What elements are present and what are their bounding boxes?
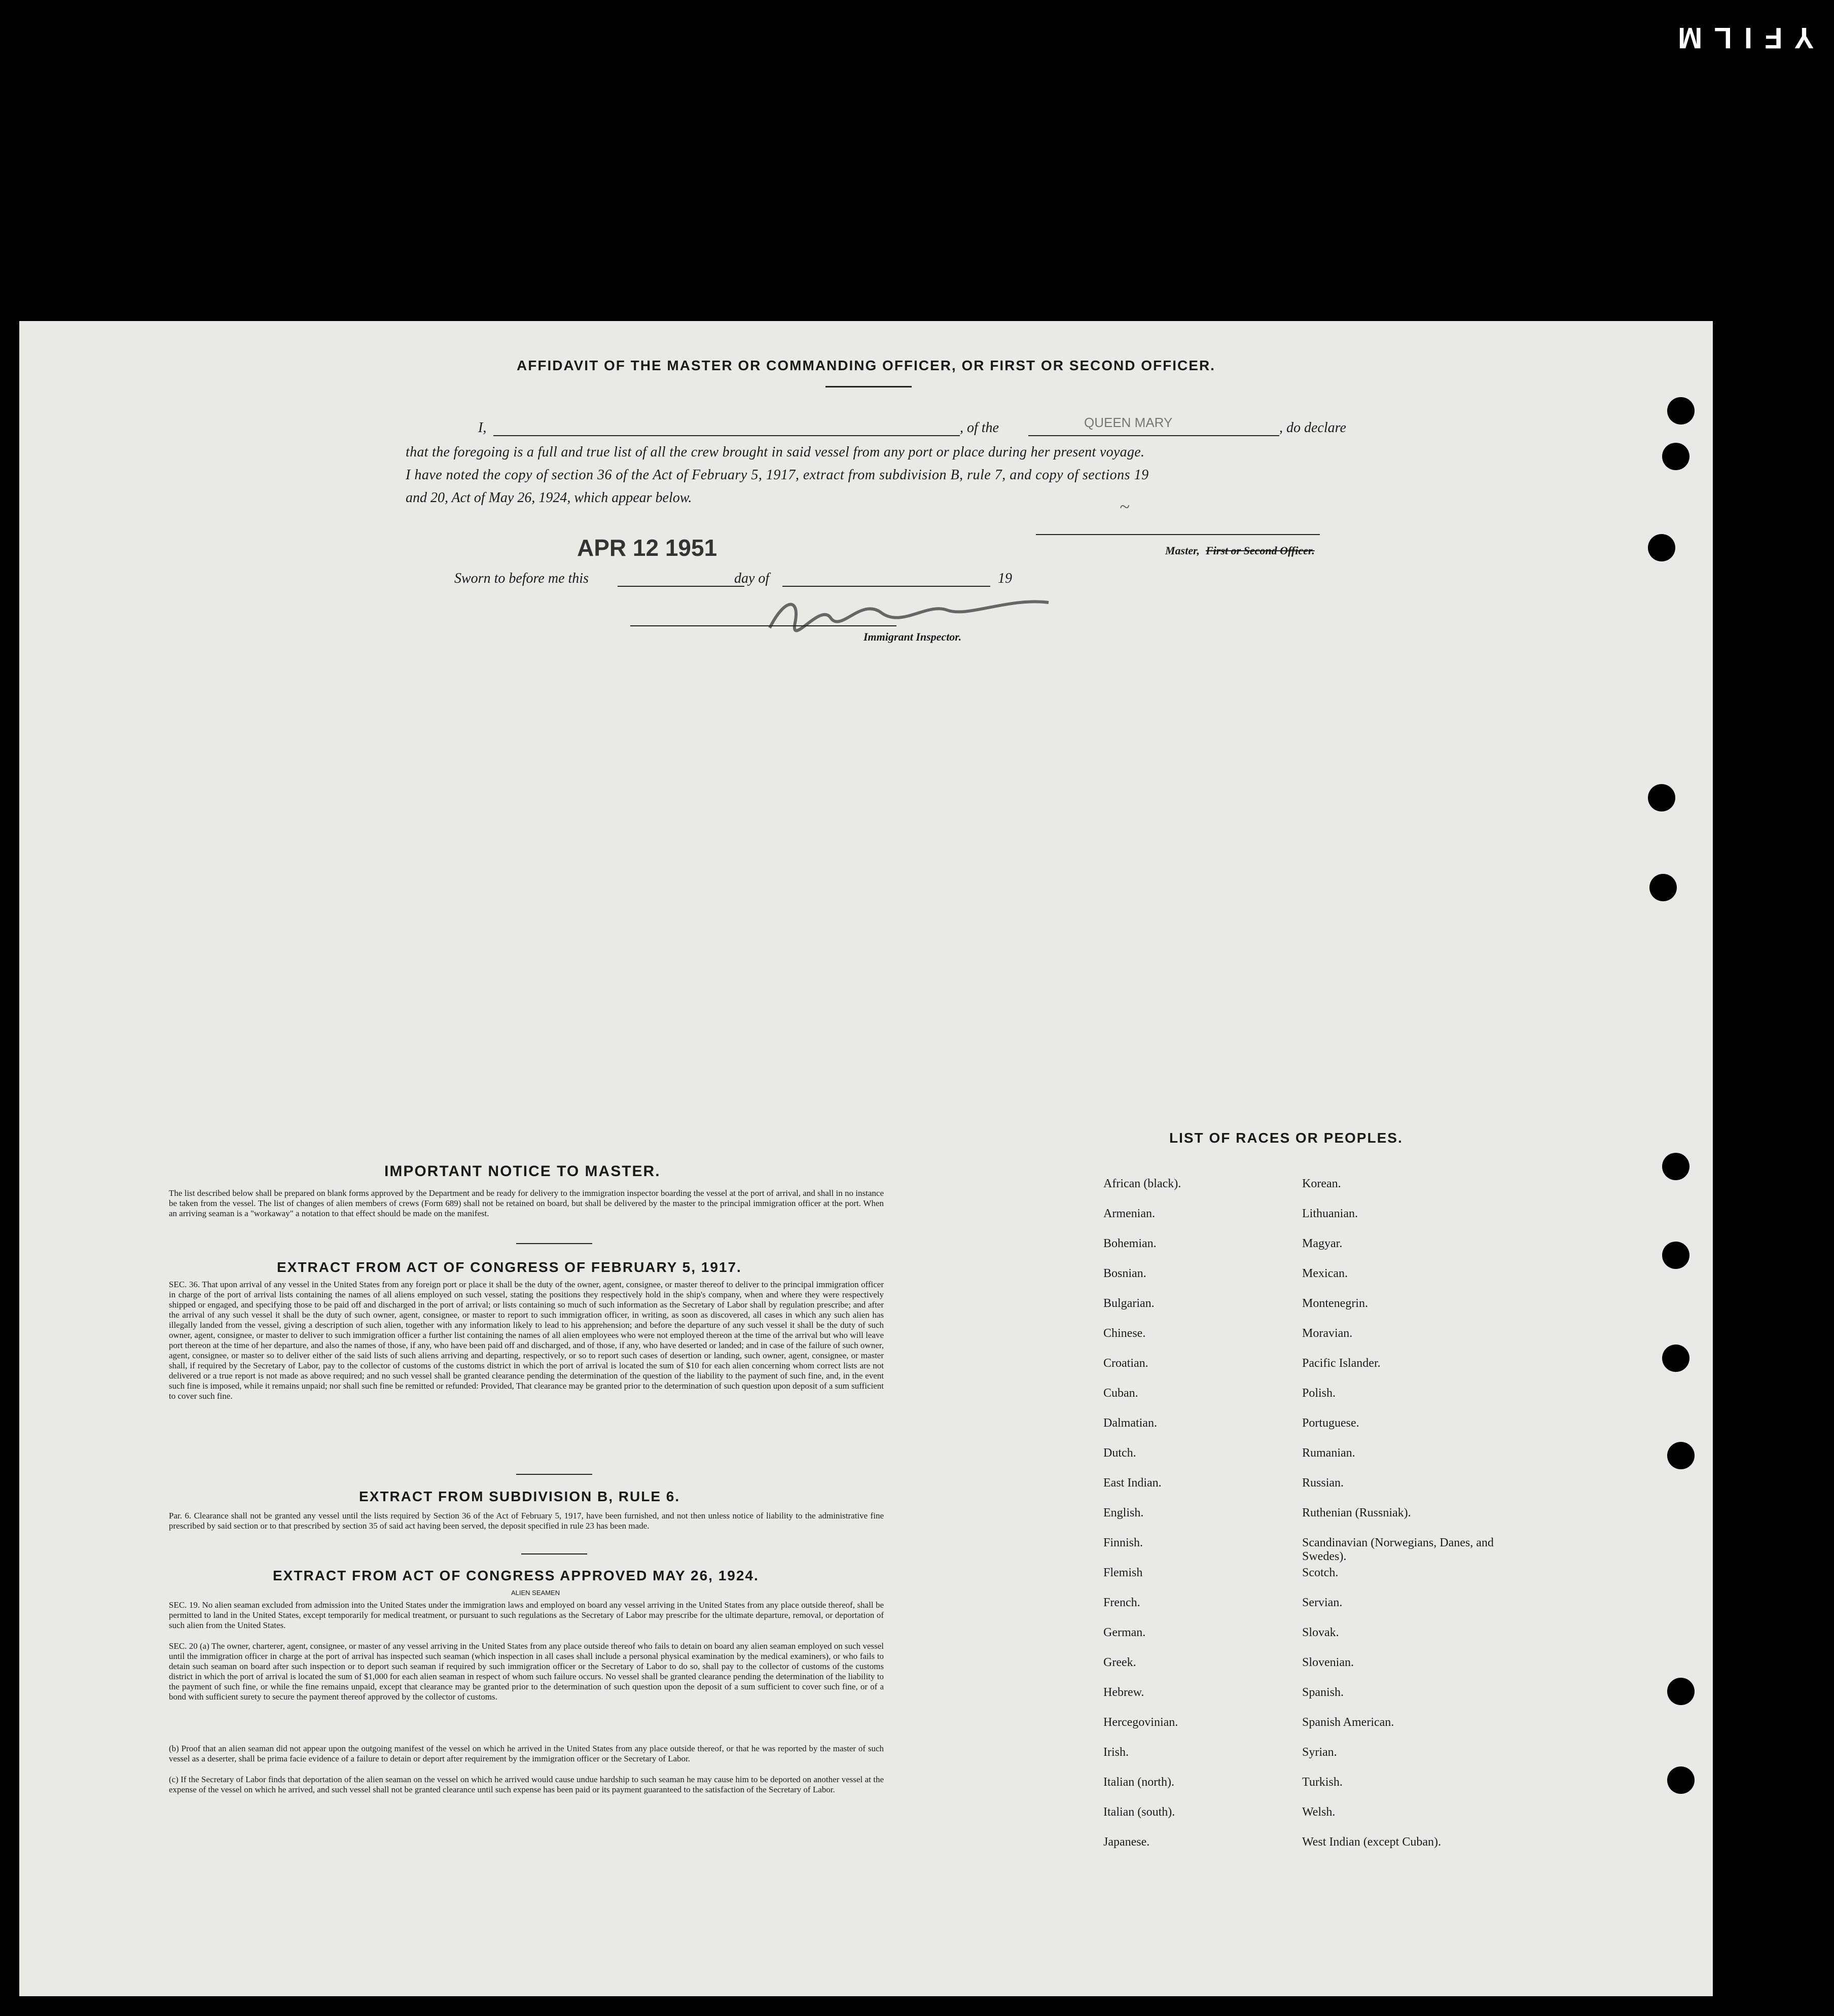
race-item: Portuguese. xyxy=(1302,1417,1359,1430)
sworn-label: Sworn to before me this xyxy=(454,571,589,586)
punch-hole xyxy=(1648,534,1675,561)
race-item: Slovenian. xyxy=(1302,1656,1354,1669)
race-item: Italian (south). xyxy=(1103,1806,1175,1819)
document-page xyxy=(19,321,1713,1996)
rule6-body: Par. 6. Clearance shall not be granted any vessel until the lists required by Section 36 of the Act of February 5, 1917, have been furnished, and not then unless notice of liability to the administrative fine prescribed by said section or to that prescribed by section 35 of said act having been served, the deposit specified in rule 23 has been made. xyxy=(169,1511,884,1531)
day-of-label: day of xyxy=(734,571,770,586)
date-stamp: APR 12 1951 xyxy=(577,535,717,561)
rule6-title: EXTRACT FROM SUBDIVISION B, RULE 6. xyxy=(359,1489,680,1504)
extract-1924-sec20b: (b) Proof that an alien seaman did not appear upon the outgoing manifest of the vessel on which he arrived in the United States from any place outside thereof, or that he was reported by the master of such vessel as a deserter, shall be prima facie evidence of a failure to detain or deport after requirement by the immigration officer or the Secretary of Labor. xyxy=(169,1744,884,1763)
punch-hole xyxy=(1662,1153,1689,1180)
race-item: Spanish American. xyxy=(1302,1716,1394,1729)
extract-1924-sec20c: (c) If the Secretary of Labor finds that deportation of the alien seaman on the vessel on which he arrived would cause undue hardship to such seaman he may cause him to be deported on another vessel at the expense of the vessel on which he arrived, and such vessel shall not be granted clearance until such expense has been paid or its payment guaranteed to the satisfaction of the Secretary of Labor. xyxy=(169,1775,884,1794)
race-item: Lithuanian. xyxy=(1302,1207,1358,1220)
races-column-1 xyxy=(1103,1177,1286,1865)
punch-hole xyxy=(1648,784,1675,811)
vessel-name: QUEEN MARY xyxy=(1084,415,1173,430)
film-header: Y F I L M xyxy=(1675,21,1814,55)
race-item: Korean. xyxy=(1302,1177,1341,1190)
race-item: Finnish. xyxy=(1103,1536,1143,1549)
extract-1917-body: SEC. 36. That upon arrival of any vessel in the United States from any foreign port or place it shall be the duty of the owner, agent, consignee, or master thereof to deliver to the principal immigration officer in charge of the port of arrival lists containing the names of all aliens employed on such vessel, stating the positions they respectively hold in the ship's company, when and where they were respectively shipped or engaged, and specifying those to be paid off and discharged in the port of arrival; or lists containing so much of such information as the Secretary of Labor shall by regulation prescribe; and after the arrival of any such vessel it shall be the duty of such owner, agent, consignee, or master to report to such immigration officer, in writing, as soon as discovered, all cases in which any such alien has illegally landed from the vessel, giving a description of such alien, together with any information likely to lead to his apprehension; and before the departure of any such vessel it shall be the duty of such owner, agent, consignee, or master to deliver to such immigration officer a further list containing the names of all alien employees who were not employed thereon at the time of the arrival but who will leave port thereon at the time of her departure, and also the names of those, if any, who have been paid off and discharged, and of those, if any, who have deserted or landed; and in case of the failure of such owner, agent, consignee, or master so to deliver either of the said lists of such aliens arriving and departing, respectively, or so to report such cases of desertion or landing, such owner, agent, consignee, or master shall, if required by the Secretary of Labor, pay to the collector of customs of the customs district in which the port of arrival is located the sum of $10 for each alien concerning whom correct lists are not delivered or a true report is not made as above required; and no such vessel shall be granted clearance pending the determination of the question of the liability to the payment of such fine, and, in the event such fine is imposed, while it remains unpaid; nor shall such fine be remitted or refunded: Provided, That clearance may be granted prior to the determination of such question upon deposit of a sum sufficient to cover such fine. xyxy=(169,1280,884,1401)
extract-1924-title: EXTRACT FROM ACT OF CONGRESS APPROVED MAY 26, 1924. xyxy=(273,1568,759,1583)
race-item: East Indian. xyxy=(1103,1476,1162,1490)
master-name-handwriting xyxy=(618,412,622,430)
race-item: Syrian. xyxy=(1302,1746,1337,1759)
punch-hole xyxy=(1667,397,1695,425)
races-title: LIST OF RACES OR PEOPLES. xyxy=(1169,1130,1403,1146)
punch-hole xyxy=(1662,1345,1689,1372)
punch-hole xyxy=(1667,1766,1695,1794)
punch-hole xyxy=(1649,874,1677,901)
race-item: Bulgarian. xyxy=(1103,1297,1155,1310)
inspector-label: Immigrant Inspector. xyxy=(864,630,962,643)
race-item: Scotch. xyxy=(1302,1566,1339,1579)
race-item: Montenegrin. xyxy=(1302,1297,1368,1310)
race-item: Hercegovinian. xyxy=(1103,1716,1178,1729)
race-item: Ruthenian (Russniak). xyxy=(1302,1506,1411,1519)
race-item: Hebrew. xyxy=(1103,1686,1144,1699)
declaration-line-2: that the foregoing is a full and true list of all the crew brought in said vessel from any port or place during her present voyage. xyxy=(406,444,1145,460)
race-item: Turkish. xyxy=(1302,1776,1343,1789)
race-item: Welsh. xyxy=(1302,1806,1336,1819)
race-item: Irish. xyxy=(1103,1746,1129,1759)
race-item: Armenian. xyxy=(1103,1207,1155,1220)
declaration-line-4: and 20, Act of May 26, 1924, which appear below. xyxy=(406,490,692,506)
year-prefix: 19 xyxy=(998,571,1012,586)
punch-hole xyxy=(1667,1442,1695,1469)
race-item: Flemish xyxy=(1103,1566,1143,1579)
race-item: Bohemian. xyxy=(1103,1237,1157,1250)
race-item: German. xyxy=(1103,1626,1146,1639)
race-item: Dalmatian. xyxy=(1103,1417,1157,1430)
punch-hole xyxy=(1662,443,1689,470)
extract-1917-title: EXTRACT FROM ACT OF CONGRESS OF FEBRUARY 5, 1917. xyxy=(277,1259,742,1275)
race-item: Pacific Islander. xyxy=(1302,1357,1381,1370)
punch-hole xyxy=(1667,1678,1695,1705)
extract-1924-sec19: SEC. 19. No alien seaman excluded from admission into the United States under the immigration laws and employed on board any vessel arriving in the United States from any place outside thereof, shall be permitted to land in the United States, except temporarily for medical treatment, or pursuant to such regulations as the Secretary of Labor may prescribe for the ultimate departure, removal, or deportation of such alien from the United States. xyxy=(169,1600,884,1630)
race-item: Magyar. xyxy=(1302,1237,1343,1250)
race-item: Mexican. xyxy=(1302,1267,1348,1280)
punch-hole xyxy=(1662,1242,1689,1269)
race-item: Chinese. xyxy=(1103,1327,1146,1340)
race-item: French. xyxy=(1103,1596,1140,1609)
race-item: Italian (north). xyxy=(1103,1776,1174,1789)
race-item: English. xyxy=(1103,1506,1144,1519)
race-item: Scandinavian (Norwegians, Danes, and Swedes). xyxy=(1302,1536,1494,1563)
race-item: Greek. xyxy=(1103,1656,1136,1669)
alien-seamen-subtitle: ALIEN SEAMEN xyxy=(511,1589,560,1597)
do-declare-label: , do declare xyxy=(1279,420,1346,436)
race-item: African (black). xyxy=(1103,1177,1181,1190)
race-item: West Indian (except Cuban). xyxy=(1302,1835,1441,1849)
notice-title: IMPORTANT NOTICE TO MASTER. xyxy=(384,1163,661,1180)
race-item: Polish. xyxy=(1302,1387,1336,1400)
affidavit-title: AFFIDAVIT OF THE MASTER OR COMMANDING OFFICER, OR FIRST OR SECOND OFFICER. xyxy=(517,358,1215,373)
race-item: Japanese. xyxy=(1103,1835,1150,1849)
races-column-2 xyxy=(1302,1177,1505,1865)
race-item: Servian. xyxy=(1302,1596,1343,1609)
declaration-line-3: I have noted the copy of section 36 of the Act of February 5, 1917, extract from subdivision B, rule 7, and copy of sections 19 xyxy=(406,467,1149,483)
extract-1924-sec20a: SEC. 20 (a) The owner, charterer, agent, consignee, or master of any vessel arriving in the United States from any place outside thereof who fails to detain on board any alien seaman employed on such vessel until the immigration officer in charge at the port of arrival has inspected such seaman (which inspection in all cases shall include a personal physical examination by the medical examiners), or who fails to detain such seaman on board after such inspection or to deport such seaman if required by such immigration officer or the Secretary of Labor to do so, shall pay to the collector of customs of the customs district in which the port of arrival is located the sum of $1,000 for each alien seaman in respect of whom such failure occurs. No vessel shall be granted clearance pending the determination of the liability to the payment of such fine, or while the fine remains unpaid, except that clearance may be granted prior to the determination of such question upon the deposit of a sum sufficient to cover such fine, or of a bond with sufficient surety to secure the payment thereof approved by the collector of customs. xyxy=(169,1641,884,1702)
race-item: Dutch. xyxy=(1103,1446,1136,1460)
officer-struck-label: First or Second Officer. xyxy=(1206,544,1315,557)
race-item: Bosnian. xyxy=(1103,1267,1146,1280)
race-item: Rumanian. xyxy=(1302,1446,1355,1460)
notice-body: The list described below shall be prepared on blank forms approved by the Department and be ready for delivery to the immigration inspector boarding the vessel at the port of arrival, and shall in no instance be taken from the vessel. The list of changes of alien members of crews (Form 689) shall not be retained on board, but shall be delivered by the master to the principal immigration officer at the port. When an arriving seaman is a "workaway" a notation to that effect should be made on the manifest. xyxy=(169,1188,884,1218)
master-signature: ~ xyxy=(1120,497,1130,517)
race-item: Cuban. xyxy=(1103,1387,1138,1400)
of-the-label: , of the xyxy=(960,420,999,436)
race-item: Spanish. xyxy=(1302,1686,1344,1699)
race-item: Croatian. xyxy=(1103,1357,1148,1370)
race-item: Moravian. xyxy=(1302,1327,1353,1340)
declaration-i: I, xyxy=(478,420,487,436)
race-item: Slovak. xyxy=(1302,1626,1339,1639)
race-item: Russian. xyxy=(1302,1476,1344,1490)
master-label: Master, xyxy=(1165,544,1200,557)
